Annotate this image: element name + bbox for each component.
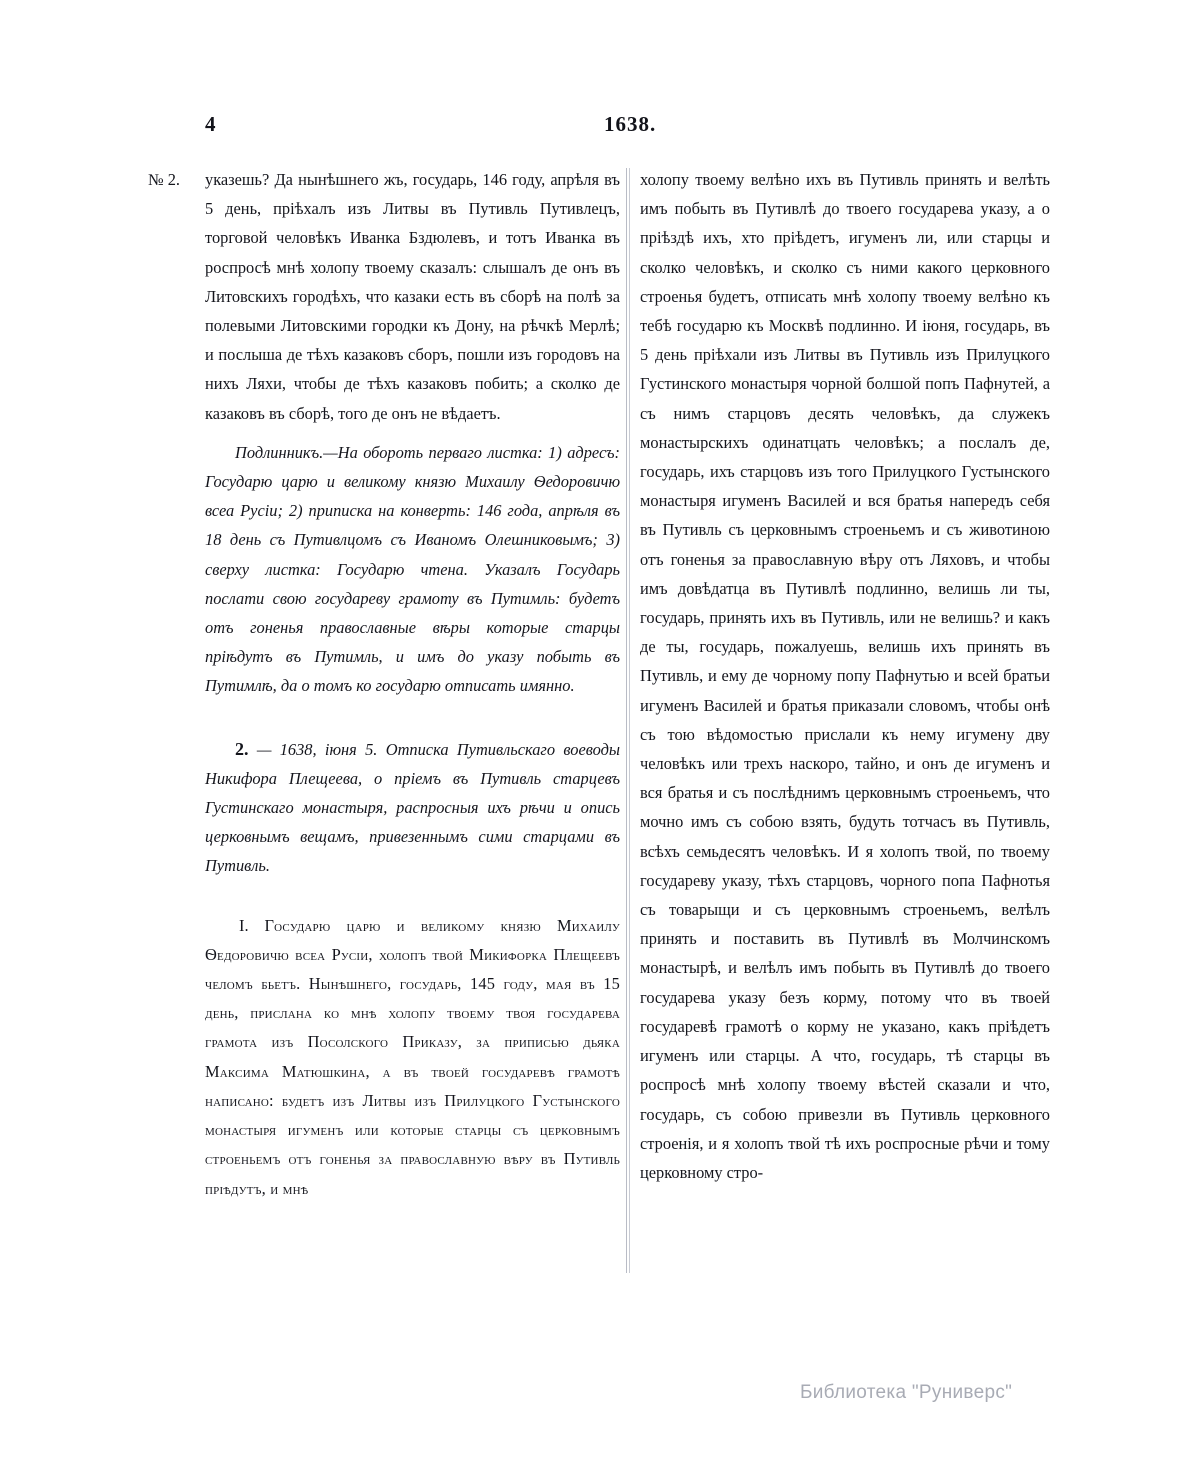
column-right [640,165,1050,1187]
document-body-first-paragraph [205,911,620,1203]
column-left [205,165,620,1203]
paragraph-right-continuation: холопу твоему велѣно ихъ въ Путивль принять и велѣть имъ побыть въ Путивлѣ до твоего государева указу, а о пріѣздѣ ихъ, хто пріѣдетъ, игуменъ ли, или старцы и сколко человѣкъ, и сколко съ ними какого церковного строенья будетъ, отписать мнѣ холопу твоему велѣно къ тебѣ государю къ Москвѣ подлинно. И іюня, государь, въ 5 день пріѣхали изъ Литвы въ Путивль изъ Прилуцкого Густинского монастыря чорной болшой попъ Пафнутей, а съ нимъ старцовъ десять человѣкъ, да служекъ монастырскихъ одинатцать человѣкъ; а послалъ де, государь, ихъ старцовъ изъ того Прилуцкого Густынского монастыря игуменъ Василей и вся братья напередъ себя въ Путивль съ церковнымъ строеньемъ и съ животиною отъ гоненья за православную вѣру отъ Ляховъ, и чтобы имъ довѣдатца въ Путивлѣ подлинно, велишь ли ты, государь, принять ихъ въ Путивль, или не велишь? и какъ де ты, государь, пожалуешь, велишь ихъ принять въ Путивль, и ему де чорному попу Пафнутью и всей братьи игуменъ Василей и братья приказали словомъ, чтобы онѣ съ тою вѣдомостью прислали къ нему игумену дву человѣкъ или трехъ наскоро, тайно, и онъ де игуменъ и вся братья и съ послѣднимъ церковнымъ строеньемъ, что мочно имъ съ собою взять, будуть тотчасъ въ Путивль, всѣхъ семьдесятъ человѣкъ. И я холопъ твой, по твоему государеву указу, тѣхъ старцовъ, чорного попа Пафнотья съ товарыщи и съ церковнымъ строеньемъ, велѣлъ принять и поставить въ Путивлѣ въ Молчинскомъ монастырѣ, и велѣлъ имъ побыть въ Путивлѣ до твоего государева указу безъ корму, потому что въ твоей государевѣ грамотѣ о корму не указано, какъ пріѣдетъ игуменъ или старцы. А что, государь, тѣ старцы въ роспросѣ мнѣ холопу твоему вѣстей сказали и что, государь, съ собою привезли въ Путивль церковного строенія, и я холопъ твой тѣ ихъ роспросные рѣчи и тому церковному стро- [640,170,1050,1182]
document-heading [205,735,620,881]
running-head-year: 1638. [604,112,657,136]
page-number: 4 [205,112,216,136]
library-watermark: Библиотека "Руниверс" [800,1382,1013,1403]
section-numeral: I. [239,915,249,935]
document-number-marker: № 2. [148,170,181,189]
document-heading-text: — 1638, іюня 5. Отписка Путивльскаго воеводы Никифора Плещеева, о пріемъ въ Путивль старцевъ Густинскаго монастыря, распросныя ихъ рѣчи и опись церковнымъ вещамъ, привезеннымъ сими старцами въ Путивль. [205,739,620,876]
document-heading-number: 2. [235,738,249,759]
document-body-text: Государю царю и великому князю Михаилу Ѳедоровичю всеа Русіи, холопъ твой Микифорка Плещеевъ челомъ бьетъ. Нынѣшнего, государь, 145 году, мая въ 15 день, прислана ко мнѣ холопу твоему твоя государева грамота изъ Посолского Приказу, за приписью дьяка Максима Матюшкина, а въ твоей государевѣ грамотѣ написано: будетъ изъ Литвы изъ Прилуцкого Густынского монастыря игуменъ или которые старцы съ церковнымъ строеньемъ отъ гоненья за православную вѣру въ Путивль пріѣдутъ, и мнѣ [205,915,621,1198]
paragraph-original-note: Подлинникъ.—На обороть перваго листка: 1) адресъ: Государю царю и великому князю Михаилу Ѳедоровичю всеа Русіи; 2) приписка на конверть: 146 года, апрѣля въ 18 день съ Путивлцомъ съ Иваномъ Олешниковымъ; 3) сверху листка: Государю чтена. Указалъ Государь послати свою государеву грамоту въ Путимль: будетъ отъ гоненья православные вѣры которые старцы пріѣдутъ въ Путимль, и имъ до указу побыть въ Путимлѣ, да о томъ ко государю отписать имянно. [205,442,620,696]
page-header [0,112,1200,142]
column-divider [626,168,627,1273]
column-divider-secondary [629,168,630,1273]
paragraph-continuation: указешь? Да нынѣшнего жъ, государь, 146 году, апрѣля въ 5 день, пріѣхалъ изъ Литвы въ Путивль Путивлецъ, торговой человѣкъ Иванка Бздюлевъ, и тотъ Иванка въ роспросѣ мнѣ холопу твоему сказалъ: слышалъ де онъ въ Литовскихъ городѣхъ, что казаки есть въ сборѣ на полѣ за полевыми Литовскими городки къ Дону, на рѣчкѣ Мерлѣ; и послыша де тѣхъ казаковъ сборъ, пошли изъ городовъ на нихъ Ляхи, чтобы де тѣхъ казаковъ побить; а сколко де казаковъ въ сборѣ, того де онъ не вѣдаетъ. [205,170,620,423]
